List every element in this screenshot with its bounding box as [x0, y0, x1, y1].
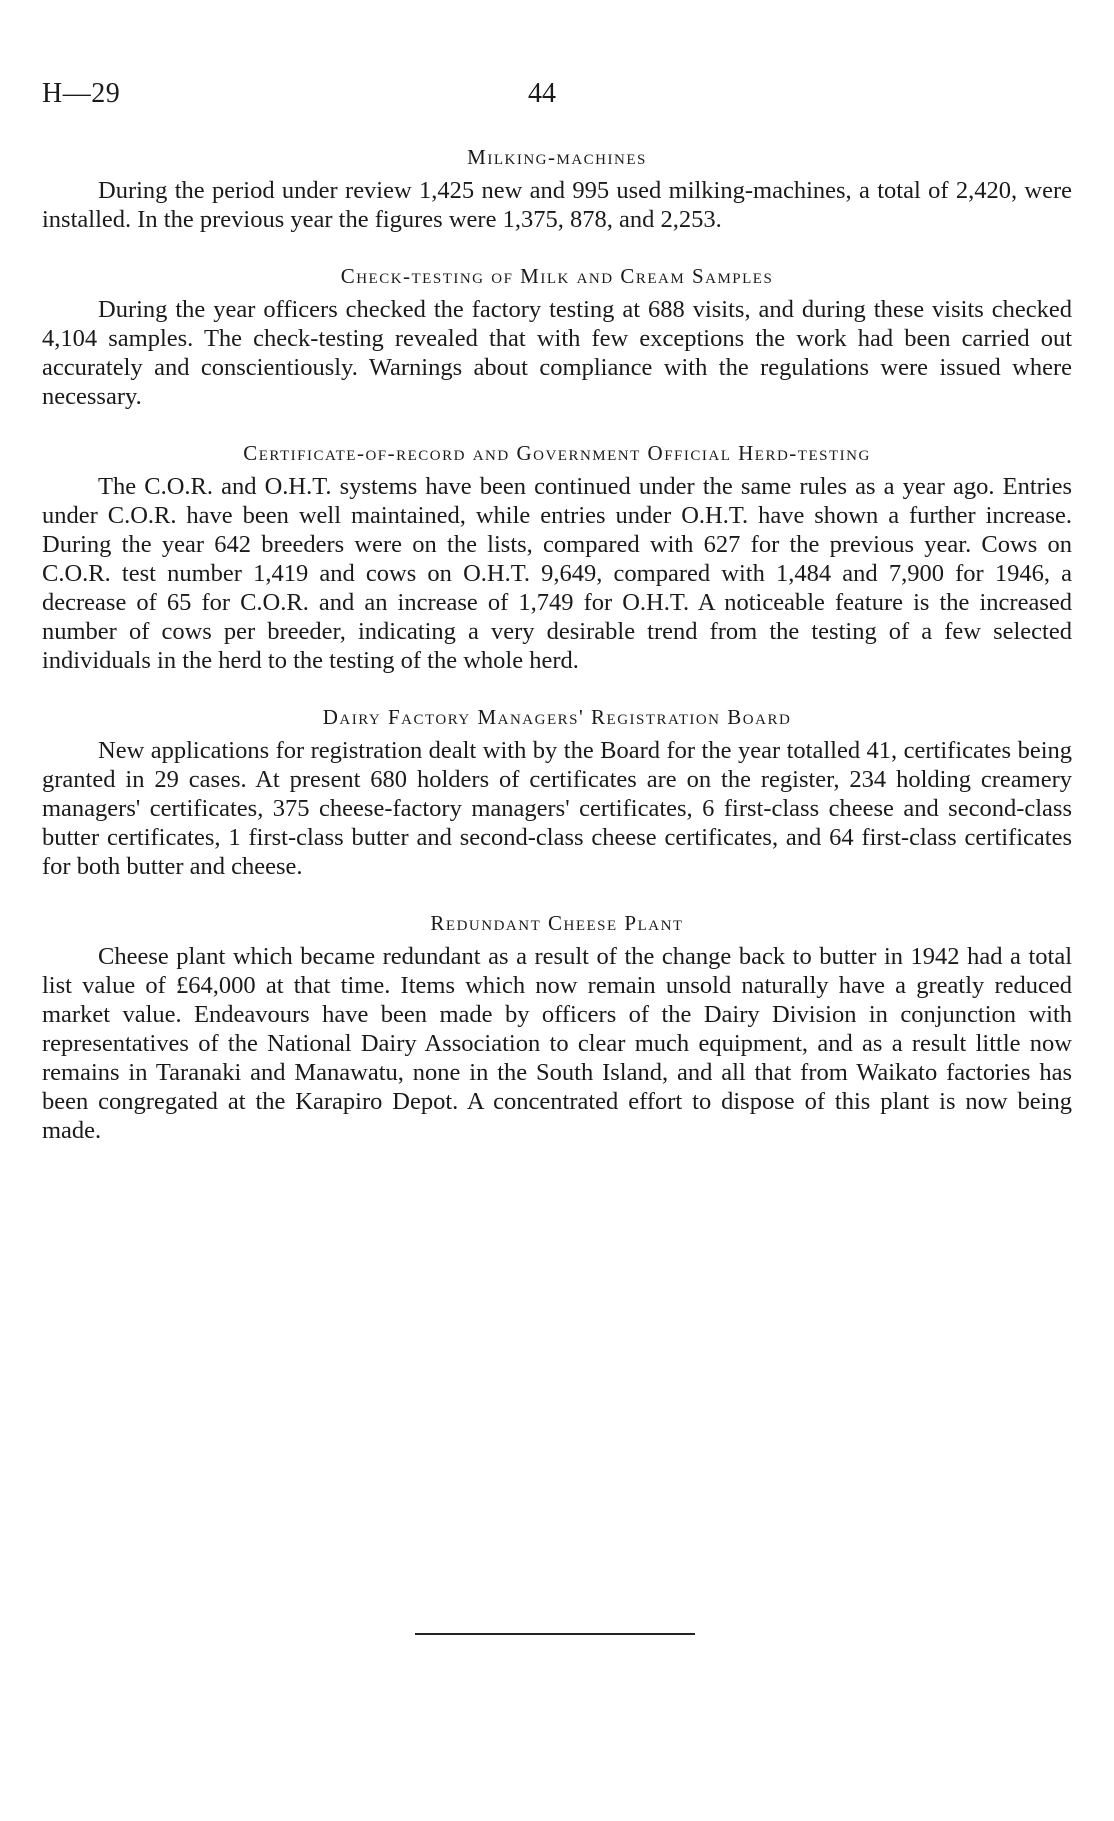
document-reference: H—29: [42, 78, 121, 109]
section-paragraph: New applications for registration dealt with by the Board for the year totalled 41, certificates being granted in 29 cases. At present 680 holders of certificates are on the register, 234 holding creamery managers' certificates, 375 cheese-factory managers' certificates, 6 first-class cheese and second-class butter certificates, 1 first-class butter and second-class cheese certificates, and 64 first-class certificates for both butter and cheese.: [42, 737, 1072, 880]
section-heading: Milking-machines: [467, 145, 647, 169]
section-heading: Check-testing of Milk and Cream Samples: [340, 264, 774, 288]
section-heading: Redundant Cheese Plant: [430, 911, 684, 935]
section-paragraph: During the year officers checked the factory testing at 688 visits, and during these visits checked 4,104 samples. The check-testing revealed that with few exceptions the work had been carried out accurately and conscientiously. Warnings about compliance with the regulations were issued where necessary.: [42, 296, 1072, 410]
page-header: [0, 0, 1114, 120]
section-herd-testing: [42, 441, 1072, 675]
section-paragraph: During the period under review 1,425 new and 995 used milking-machines, a total of 2,420, were installed. In the previous year the figures were 1,375, 878, and 2,253.: [42, 177, 1072, 233]
section-milking-machines: [42, 145, 1072, 234]
end-rule-divider: [415, 1633, 695, 1635]
document-body: [42, 145, 1072, 1145]
section-paragraph: The C.O.R. and O.H.T. systems have been continued under the same rules as a year ago. Entries under C.O.R. have been well maintained, while entries under O.H.T. have shown a further increase. During the year 642 breeders were on the lists, compared with 627 for the previous year. Cows on C.O.R. test number 1,419 and cows on O.H.T. 9,649, compared with 1,484 and 7,900 for 1946, a decrease of 65 for C.O.R. and an increase of 1,749 for O.H.T. A noticeable feature is the increased number of cows per breeder, indicating a very desirable trend from the testing of a few selected individuals in the herd to the testing of the whole herd.: [42, 473, 1072, 674]
section-redundant-cheese-plant: [42, 911, 1072, 1145]
section-registration-board: [42, 705, 1072, 881]
section-paragraph: Cheese plant which became redundant as a result of the change back to butter in 1942 had a total list value of £64,000 at that time. Items which now remain unsold naturally have a greatly reduced market value. Endeavours have been made by officers of the Dairy Division in conjunction with representatives of the National Dairy Association to clear much equipment, and as a result little now remains in Taranaki and Manawatu, none in the South Island, and all that from Waikato factories has been congregated at the Karapiro Depot. A concentrated effort to dispose of this plant is now being made.: [42, 943, 1072, 1144]
section-heading: Certificate-of-record and Government Official Herd-testing: [243, 441, 871, 465]
section-heading: Dairy Factory Managers' Registration Board: [322, 705, 792, 729]
page-number: 44: [528, 78, 556, 109]
section-check-testing: [42, 264, 1072, 411]
